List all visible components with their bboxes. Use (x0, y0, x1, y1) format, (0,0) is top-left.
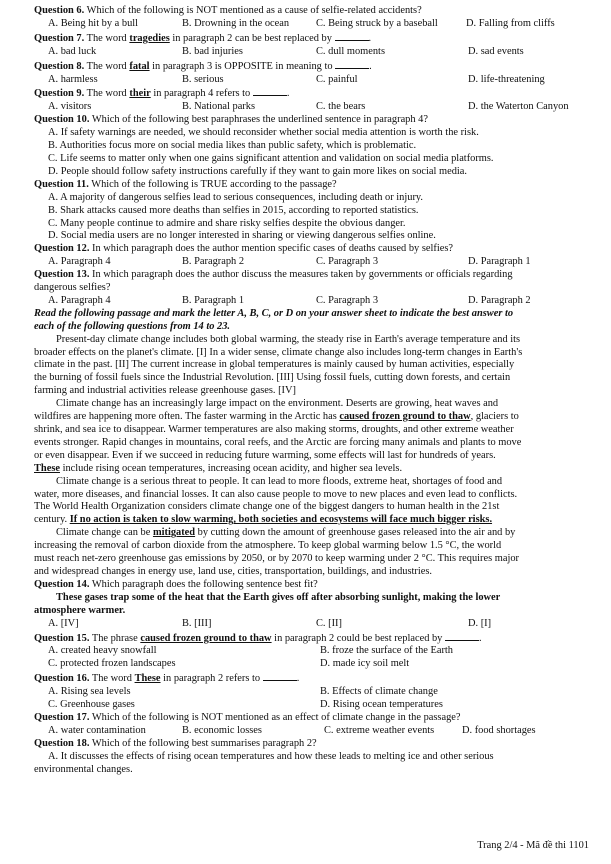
option-b[interactable]: B. [III] (182, 617, 212, 629)
paragraph-4-line: and widespread changes in energy use, land use, cities, transportation, buildings, and industries. (34, 565, 433, 577)
paragraph-4-line: increasing the removal of carbon dioxide from the atmosphere. To keep global warming below 1.5 °C, the world (34, 540, 502, 552)
question-text-post: in paragraph 2 could be best replaced by (271, 632, 445, 644)
question-label: Question 9. (34, 88, 85, 100)
text-run: by cutting down the amount of greenhouse gases released into the air and by (195, 527, 516, 539)
question-12 (34, 243, 590, 256)
underlined-word: tragedies (129, 32, 170, 44)
option-c[interactable]: C. extreme weather events (324, 724, 435, 736)
answer-blank (263, 671, 297, 681)
paragraph-3-line: The World Health Organization considers climate change one of the biggest dangers to human health in the 21st (34, 501, 500, 513)
option-d[interactable]: D. made icy soil melt (320, 658, 410, 670)
inserted-sentence-continued: atmosphere warmer. (34, 604, 126, 616)
underlined-phrase: caused frozen ground to thaw (140, 632, 272, 644)
option-c[interactable]: C. protected frozen landscapes (48, 658, 176, 670)
option-b[interactable]: B. National parks (182, 101, 256, 113)
question-text: Which of the following is TRUE according to the passage? (88, 178, 337, 190)
option-b[interactable]: B. serious (182, 73, 224, 85)
underlined-word: their (129, 88, 151, 100)
question-8: Question 8. The word fatal in paragraph 3 is OPPOSITE in meaning to . (34, 60, 372, 72)
paragraph-2-line: or even disappear. Even if we succeed in reducing future warming, some effects will last for hundreds of years. (34, 449, 496, 461)
option-b[interactable]: B. economic losses (182, 724, 262, 736)
option-b[interactable]: B. froze the surface of the Earth (320, 645, 453, 657)
question-text: In which paragraph does the author discuss the measures taken by governments or officials regarding (89, 269, 513, 281)
question-text-post: in paragraph 2 can be best replaced by (169, 32, 335, 44)
question-17-options (34, 725, 590, 738)
question-10 (34, 114, 590, 127)
question-14-options (34, 618, 590, 631)
option-c[interactable]: C. Life seems to matter only when one gains significant attention and validation on social media platforms. (48, 152, 494, 164)
question-11 (34, 179, 590, 192)
exam-page (34, 5, 590, 776)
option-c[interactable]: C. Greenhouse gases (48, 699, 135, 711)
question-13-continued: dangerous selfies? (34, 282, 111, 294)
inserted-sentence: These gases trap some of the heat that the Earth gives off after absorbing sunlight, making the lower (56, 591, 501, 603)
question-12-options (34, 256, 590, 269)
option-d[interactable]: D. life-threatening (468, 73, 545, 85)
question-7-options (34, 46, 590, 59)
underlined-sentence: If no action is taken to slow warming, both societies and ecosystems will face much bigger risks. (69, 514, 493, 526)
reading-passage (34, 334, 590, 579)
option-d[interactable]: D. Paragraph 1 (468, 256, 531, 268)
option-c[interactable]: C. Paragraph 3 (316, 294, 379, 306)
paragraph-2-line (34, 463, 590, 476)
option-a-continued: environmental changes. (34, 763, 133, 775)
question-label: Question 14. (34, 578, 90, 590)
option-d[interactable]: D. Falling from cliffs (466, 17, 555, 29)
option-c[interactable]: C. Many people continue to admire and share risky selfies despite the obvious danger. (48, 217, 406, 229)
question-17 (34, 712, 590, 725)
question-text: Which of the following best summarises paragraph 2? (89, 737, 317, 749)
option-b[interactable]: B. bad injuries (182, 45, 243, 57)
question-text-pre: The phrase (89, 632, 141, 644)
option-a[interactable]: A. visitors (48, 101, 92, 113)
option-a[interactable]: A. Paragraph 4 (48, 294, 111, 306)
option-b[interactable]: B. Drowning in the ocean (182, 17, 290, 29)
question-14 (34, 579, 590, 592)
question-6-options (34, 18, 590, 31)
underlined-word: These (134, 673, 161, 685)
question-label: Question 17. (34, 711, 90, 723)
question-15-options-row2 (34, 658, 590, 671)
question-15-options-row1 (34, 645, 590, 658)
question-label: Question 10. (34, 114, 90, 126)
question-label: Question 6. (34, 5, 85, 16)
option-c[interactable]: C. painful (316, 73, 358, 85)
underlined-phrase: caused frozen ground to thaw (339, 411, 471, 423)
question-9: Question 9. The word their in paragraph 4 refers to . (34, 88, 290, 100)
paragraph-2-line: events stronger. Rapid changes in mountains, coral reefs, and the Arctic are forcing many animals and plants to move (34, 436, 522, 448)
question-6 (34, 5, 590, 18)
paragraph-2-line (34, 411, 590, 424)
option-b[interactable]: B. Paragraph 1 (182, 294, 245, 306)
answer-blank (335, 59, 369, 69)
underlined-word: These (34, 462, 60, 474)
question-label: Question 13. (34, 269, 90, 281)
underlined-word: mitigated (152, 527, 196, 539)
text-run: , glaciers to (470, 411, 519, 423)
question-label: Question 7. (34, 32, 85, 44)
question-16: Question 16. The word These in paragraph 2 refers to . (34, 673, 300, 685)
question-text: Which of the following is NOT mentioned as a cause of selfie-related accidents? (84, 5, 422, 16)
paragraph-2-line: Climate change has an increasingly large impact on the environment. Deserts are growing, heat waves and (56, 398, 499, 410)
question-text: Which paragraph does the following sentence best fit? (89, 578, 318, 590)
option-d[interactable]: D. People should follow safety instructions carefully if they want to gain more likes on social media. (48, 165, 467, 177)
question-label: Question 15. (34, 632, 90, 644)
question-8-options (34, 74, 590, 87)
option-a[interactable]: A. Being hit by a bull (48, 17, 139, 29)
question-text-post: in paragraph 2 refers to (160, 673, 263, 685)
paragraph-3-line: water, more diseases, and financial losses. It can also cause people to move to new places and even lead to conflicts. (34, 488, 518, 500)
section-instruction: Read the following passage and mark the letter A, B, C, or D on your answer sheet to indicate the best answer to (34, 307, 514, 319)
question-18 (34, 738, 590, 751)
option-d[interactable]: D. food shortages (462, 724, 536, 736)
option-c[interactable]: C. [II] (316, 617, 342, 629)
text-run: century. (34, 514, 70, 526)
question-text-pre: The word (84, 32, 130, 44)
question-text-pre: The word (89, 673, 135, 685)
option-b[interactable]: B. Shark attacks caused more deaths than selfies in 2015, according to reported statistics. (48, 204, 419, 216)
text-run: include rising ocean temperatures, increasing ocean acidity, and higher sea levels. (59, 462, 403, 474)
question-label: Question 11. (34, 178, 89, 190)
paragraph-2-line: shrink, and sea ice to disappear. Warmer temperatures are also making storms, droughts, and other extreme weather (34, 424, 514, 435)
paragraph-3-line: Climate change is a serious threat to people. It can lead to more floods, extreme heat, shortages of food and (56, 475, 503, 487)
option-a[interactable]: A. [IV] (48, 617, 79, 629)
option-d[interactable]: D. the Waterton Canyon (468, 101, 569, 113)
question-9-options (34, 101, 590, 114)
answer-blank (335, 31, 369, 41)
option-d[interactable]: D. Social media users are no longer interested in sharing or viewing dangerous selfies online. (48, 230, 436, 242)
question-label: Question 16. (34, 673, 90, 685)
question-text-post: in paragraph 4 refers to (150, 88, 253, 100)
question-label: Question 12. (34, 243, 90, 255)
paragraph-1-line: farming and industrial activities release greenhouse gases. [IV] (34, 385, 296, 397)
question-16-options-row1 (34, 686, 590, 699)
question-text: In which paragraph does the author mention specific cases of deaths caused by selfies? (89, 243, 453, 255)
option-d[interactable]: D. Rising ocean temperatures (320, 699, 443, 711)
paragraph-3-line (34, 514, 590, 527)
question-13 (34, 269, 590, 282)
option-a[interactable]: A. water contamination (48, 724, 146, 736)
option-a[interactable]: A. It discusses the effects of rising ocean temperatures and how these leads to melting ice and other serious (48, 750, 494, 762)
underlined-word: fatal (129, 60, 150, 72)
option-b[interactable]: B. Paragraph 2 (182, 256, 245, 268)
text-run: wildfires are happening more often. The faster warming in the Arctic has (34, 411, 340, 423)
section-instruction-continued: each of the following questions from 14 to 23. (34, 320, 230, 332)
question-text-post: in paragraph 3 is OPPOSITE in meaning to (149, 60, 336, 72)
option-a[interactable]: A. harmless (48, 73, 98, 85)
option-c[interactable]: C. the bears (316, 101, 366, 113)
paragraph-4-line (34, 527, 590, 540)
question-text: Which of the following best paraphrases the underlined sentence in paragraph 4? (89, 114, 428, 126)
paragraph-4-line: must reach net-zero greenhouse gas emissions by 2050, or by 2070 to keep warming under 2 °C. This requires major (34, 553, 519, 565)
question-7: Question 7. The word tragedies in paragraph 2 can be best replaced by . (34, 32, 372, 44)
option-d[interactable]: D. [I] (468, 617, 492, 629)
option-a[interactable]: A. Paragraph 4 (48, 256, 111, 268)
question-text-pre: The word (84, 60, 130, 72)
option-a[interactable]: A. If safety warnings are needed, we should reconsider whether social media attention is worth the risk. (48, 127, 479, 139)
question-label: Question 18. (34, 737, 90, 749)
paragraph-1-line: climate in the past. [II] The current increase in global temperatures is mainly caused by human activities, especially (34, 359, 515, 371)
question-label: Question 8. (34, 60, 85, 72)
option-c[interactable]: C. dull moments (316, 45, 385, 57)
question-15: Question 15. The phrase caused frozen ground to thaw in paragraph 2 could be best replaced by . (34, 632, 482, 644)
option-a[interactable]: A. A majority of dangerous selfies lead to serious consequences, including death or injury. (48, 191, 424, 203)
option-d[interactable]: D. Paragraph 2 (468, 294, 531, 306)
option-b[interactable]: B. Effects of climate change (320, 686, 438, 698)
option-d[interactable]: D. sad events (468, 45, 524, 57)
question-text: Which of the following is NOT mentioned as an effect of climate change in the passage? (89, 711, 461, 723)
text-run: Climate change can be (56, 527, 153, 539)
question-13-options (34, 295, 590, 308)
question-text-pre: The word (84, 88, 130, 100)
paragraph-1-line: Present-day climate change includes both global warming, the steady rise in Earth's average temperature and its (56, 333, 521, 345)
option-a[interactable]: A. bad luck (48, 45, 97, 57)
paragraph-1-line: the burning of fossil fuels since the Industrial Revolution. [III] Using fossil fuels, cutting down forests, and certain (34, 372, 511, 384)
option-a[interactable]: A. created heavy snowfall (48, 645, 157, 657)
option-c[interactable]: C. Paragraph 3 (316, 256, 379, 268)
answer-blank (253, 86, 287, 96)
page-footer: Trang 2/4 - Mã đề thi 1101 (477, 840, 589, 851)
option-a[interactable]: A. Rising sea levels (48, 686, 131, 698)
question-16-options-row2 (34, 699, 590, 712)
paragraph-1-line: broader effects on the planet's climate. [I] In a wider sense, climate change also includes long-term changes in Earth's (34, 346, 523, 358)
option-b[interactable]: B. Authorities focus more on social media likes than public safety, which is problematic. (48, 140, 417, 152)
answer-blank (445, 631, 479, 641)
option-c[interactable]: C. Being struck by a baseball (316, 17, 438, 29)
